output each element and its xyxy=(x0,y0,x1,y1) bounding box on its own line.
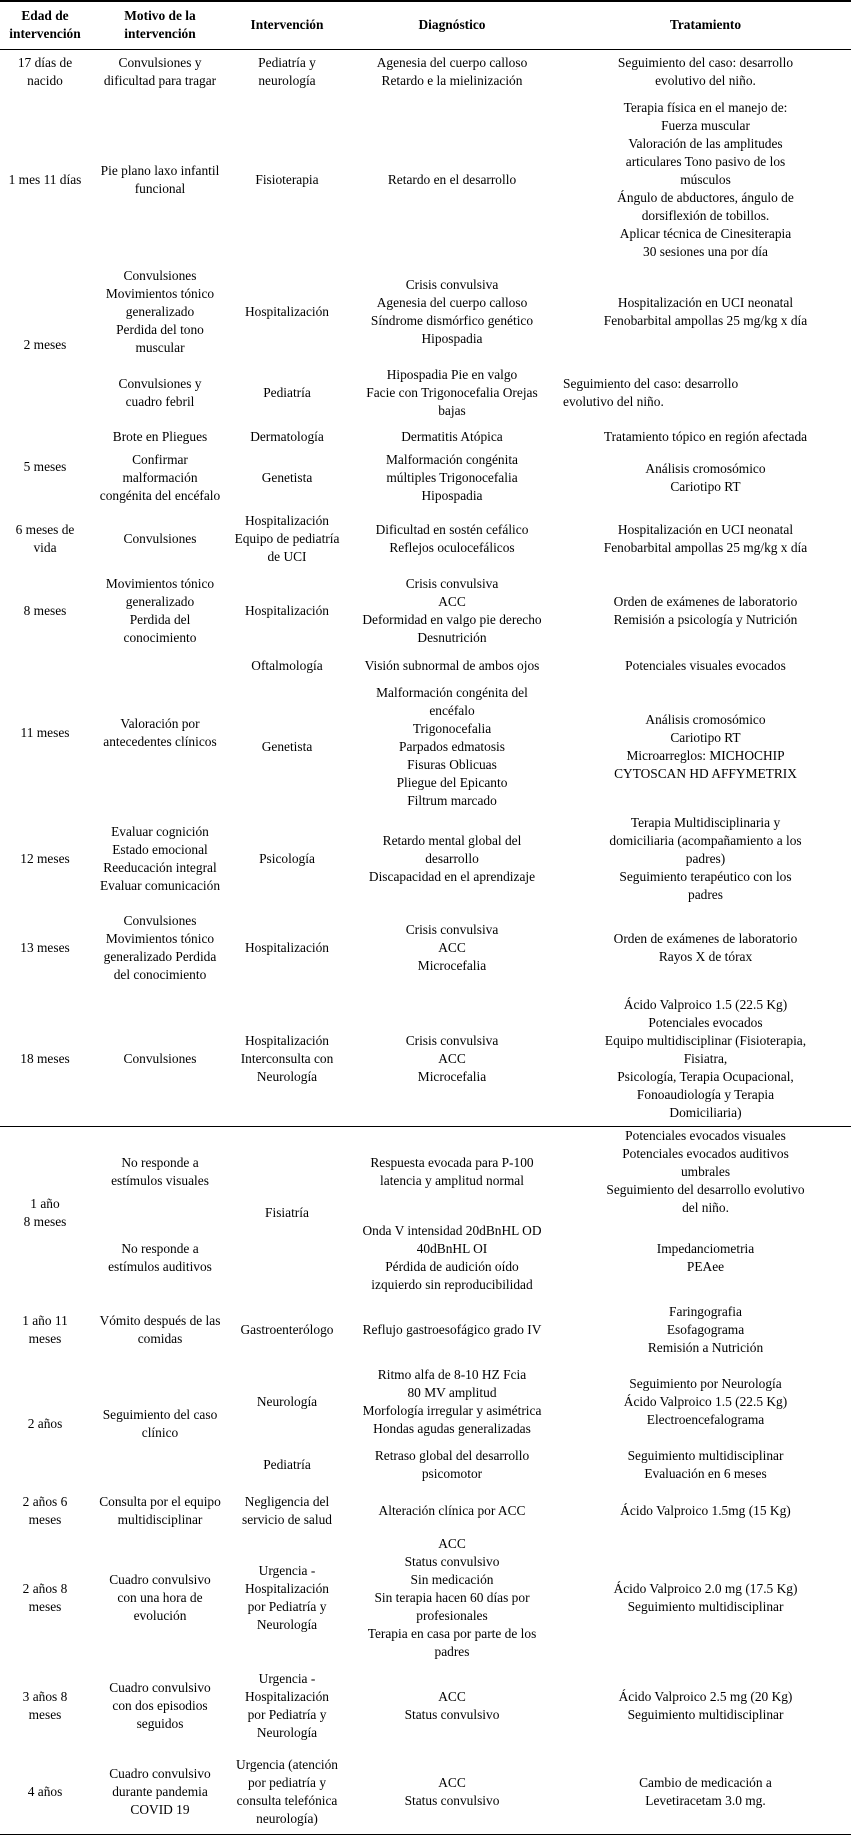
cell-reason: Pie plano laxo infantil funcional xyxy=(100,162,220,196)
cell-treatment: Potenciales evocados visuales Potenciales evocados auditivos umbrales Seguimiento del desarrollo evolutivo del niño. xyxy=(560,1126,851,1217)
header-row xyxy=(0,1,851,49)
cell-diagnosis: Reflujo gastroesofágico grado IV xyxy=(362,1321,542,1337)
cell-reason: Valoración por antecedentes clínicos xyxy=(103,716,217,749)
cell-age: 11 meses xyxy=(20,725,70,740)
header-diagnosis: Diagnóstico xyxy=(344,1,560,49)
cell-age: 6 meses de vida xyxy=(15,522,75,555)
cell-intervention: Pediatría xyxy=(263,1456,311,1472)
cell-reason: Convulsiones y dificultad para tragar xyxy=(103,55,217,89)
cell-diagnosis: ACC Status convulsivo xyxy=(404,1688,500,1722)
cell-intervention: Genetista xyxy=(261,739,313,754)
table-row xyxy=(0,1217,851,1299)
cell-intervention: Hospitalización xyxy=(244,304,330,319)
header-treatment: Tratamiento xyxy=(560,1,851,49)
cell-intervention: Pediatría xyxy=(263,385,311,400)
table-row xyxy=(0,570,851,652)
cell-diagnosis: Hipospadia Pie en valgo Facie con Trigonocefalia Orejas bajas xyxy=(366,367,538,418)
cell-diagnosis: Dificultad en sostén cefálico Reflejos oculocefálicos xyxy=(375,522,529,555)
cell-reason: Confirmar malformación congénita del encéfalo xyxy=(99,452,221,503)
cell-intervention: Fisiatría xyxy=(230,1126,344,1299)
cell-diagnosis: Dermatitis Atópica xyxy=(401,429,503,444)
cell-intervention: Dermatología xyxy=(250,429,324,444)
cell-reason: Convulsiones Movimientos tónico generalizado Perdida del tono muscular xyxy=(105,268,215,355)
cell-treatment: Hospitalización en UCI neonatal Fenobarbital ampollas 25 mg/kg x día xyxy=(603,295,808,328)
cell-reason: Cuadro convulsivo con dos episodios seguidos xyxy=(109,1679,211,1731)
cell-intervention: Urgencia - Hospitalización por Pediatría y Neurología xyxy=(244,1670,330,1740)
cell-reason: Cuadro convulsivo con una hora de evolución xyxy=(109,1571,211,1623)
cell-treatment: Terapia física en el manejo de: Fuerza muscular Valoración de las amplitudes articulares Tono pasivo de los músculos Ángulo de abductores, ángulo de dorsiflexión de tobillos. Aplicar técnica de Cinesiterapia 30 sesiones una por día xyxy=(617,99,794,259)
cell-treatment: Ácido Valproico 1.5 (22.5 Kg) Potenciales evocados Equipo multidisciplinar (Fisioterapia, Fisiatra, Psicología, Terapia Ocupacional, Fonoaudiología y Terapia Domiciliaria) xyxy=(604,996,807,1120)
table-row xyxy=(0,904,851,992)
cell-treatment: Seguimiento del caso: desarrollo evolutivo del niño. xyxy=(617,55,794,89)
cell-treatment: Impedanciometria PEAee xyxy=(656,1240,755,1274)
cell-reason: Seguimiento del caso clínico xyxy=(102,1406,218,1440)
cell-age: 5 meses xyxy=(23,459,67,474)
cell-diagnosis: Agenesia del cuerpo calloso Retardo e la mielinización xyxy=(376,55,528,89)
cell-age: 8 meses xyxy=(23,603,67,618)
cell-age: 12 meses xyxy=(20,851,70,866)
table-row xyxy=(0,1361,851,1443)
cell-diagnosis: Visión subnormal de ambos ojos xyxy=(364,658,540,673)
cell-intervention: Psicología xyxy=(259,851,315,866)
table-row xyxy=(0,1751,851,1835)
cell-treatment: Ácido Valproico 1.5mg (15 Kg) xyxy=(620,1502,791,1518)
cell-treatment: Análisis cromosómico Cariotipo RT xyxy=(645,461,766,494)
cell-diagnosis: Crisis convulsiva ACC Microcefalia xyxy=(405,1032,499,1084)
table-row xyxy=(0,1126,851,1217)
cell-diagnosis: Retraso global del desarrollo psicomotor xyxy=(374,1447,530,1481)
table-row xyxy=(0,95,851,264)
cell-age: 2 meses xyxy=(23,337,67,352)
cell-diagnosis: Crisis convulsiva ACC Deformidad en valgo pie derecho Desnutrición xyxy=(362,576,542,645)
cell-reason: Convulsiones xyxy=(123,531,197,546)
cell-reason: Vómito después de las comidas xyxy=(99,1312,221,1346)
table-row xyxy=(0,360,851,426)
table-row xyxy=(0,49,851,95)
cell-treatment: Seguimiento multidisciplinar Evaluación en 6 meses xyxy=(627,1447,784,1481)
cell-treatment: Cambio de medicación a Levetiracetam 3.0 mg. xyxy=(560,1751,851,1835)
cell-diagnosis: Alteración clínica por ACC xyxy=(378,1502,526,1518)
table-row xyxy=(0,426,851,448)
cell-age: 18 meses xyxy=(20,1050,70,1066)
cell-age: 2 años 8 meses xyxy=(22,1580,68,1614)
table-row xyxy=(0,814,851,904)
header-reason: Motivo de la intervención xyxy=(90,1,230,49)
cell-intervention: Hospitalización Equipo de pediatría de UCI xyxy=(234,513,340,564)
cell-diagnosis: Retardo mental global del desarrollo Discapacidad en el aprendizaje xyxy=(368,833,536,884)
cell-intervention: Urgencia - Hospitalización por Pediatría y Neurología xyxy=(244,1562,330,1632)
cell-age: 17 días de nacido xyxy=(17,55,73,89)
cell-diagnosis: Retardo en el desarrollo xyxy=(387,171,517,187)
cell-treatment: Terapia Multidisciplinaria y domiciliaria (acompañamiento a los padres) Seguimiento terapéutico con los padres xyxy=(609,815,802,902)
cell-age: 2 años 6 meses xyxy=(22,1493,68,1527)
cell-treatment: Seguimiento por Neurología Ácido Valproico 1.5 (22.5 Kg) Electroencefalograma xyxy=(623,1375,788,1427)
table-row xyxy=(0,508,851,570)
table-row xyxy=(0,992,851,1126)
cell-treatment: Tratamiento tópico en región afectada xyxy=(603,429,808,444)
cell-age: 1 año 8 meses xyxy=(0,1126,90,1299)
cell-diagnosis: ACC Status convulsivo xyxy=(344,1751,560,1835)
table-row xyxy=(0,448,851,508)
cell-age: 1 mes 11 días xyxy=(8,171,82,187)
table-row xyxy=(0,652,851,680)
cell-intervention: Hospitalización xyxy=(244,940,330,955)
cell-treatment: Análisis cromosómico Cariotipo RT Microarreglos: MICHOCHIP CYTOSCAN HD AFFYMETRIX xyxy=(614,712,797,781)
cell-reason: Convulsiones Movimientos tónico generalizado Perdida del conocimiento xyxy=(103,913,217,982)
cell-diagnosis: Onda V intensidad 20dBnHL OD 40dBnHL OI Pérdida de audición oído izquierdo sin reproducibilidad xyxy=(362,1222,542,1292)
header-intervention: Intervención xyxy=(230,1,344,49)
table-row xyxy=(0,1487,851,1535)
cell-reason: Consulta por el equipo multidisciplinar xyxy=(99,1493,221,1527)
cell-intervention: Hospitalización Interconsulta con Neurología xyxy=(240,1032,334,1084)
cell-reason: No responde a estímulos auditivos xyxy=(108,1240,212,1274)
cell-diagnosis: Crisis convulsiva ACC Microcefalia xyxy=(405,922,499,973)
cell-reason: Evaluar cognición Estado emocional Reeducación integral Evaluar comunicación xyxy=(99,824,221,893)
cell-treatment: Ácido Valproico 2.0 mg (17.5 Kg) Seguimiento multidisciplinar xyxy=(613,1580,798,1614)
cell-age: 3 años 8 meses xyxy=(22,1688,68,1722)
cell-treatment: Orden de exámenes de laboratorio Rayos X de tórax xyxy=(613,931,798,964)
cell-reason: Cuadro convulsivo durante pandemia COVID 19 xyxy=(90,1751,230,1835)
cell-treatment: Hospitalización en UCI neonatal Fenobarbital ampollas 25 mg/kg x día xyxy=(603,522,808,555)
cell-reason: Movimientos tónico generalizado Perdida del conocimiento xyxy=(105,576,215,645)
cell-diagnosis: Malformación congénita del encéfalo Trigonocefalia Parpados edmatosis Fisuras Oblicuas Pliegue del Epicanto Filtrum marcado xyxy=(376,685,528,808)
cell-age: 1 año 11 meses xyxy=(22,1312,68,1346)
cell-age: 13 meses xyxy=(20,940,70,955)
table-row xyxy=(0,1661,851,1751)
table-row xyxy=(0,1299,851,1361)
cell-age: 4 años xyxy=(0,1751,90,1835)
table-row xyxy=(0,1535,851,1661)
cell-intervention: Hospitalización xyxy=(244,603,330,618)
cell-intervention: Negligencia del servicio de salud xyxy=(242,1493,332,1527)
cell-age: 2 años xyxy=(27,1415,63,1431)
cell-treatment: Seguimiento del caso: desarrollo evolutivo del niño. xyxy=(563,376,739,409)
cell-intervention: Pediatría y neurología xyxy=(258,55,316,89)
cell-intervention: Neurología xyxy=(256,1393,318,1409)
cell-diagnosis: Respuesta evocada para P-100 latencia y amplitud normal xyxy=(344,1126,560,1217)
cell-treatment: Orden de exámenes de laboratorio Remisión a psicología y Nutrición xyxy=(613,594,798,627)
cell-diagnosis: ACC Status convulsivo Sin medicación Sin terapia hacen 60 días por profesionales Terapia en casa por parte de los padres xyxy=(367,1535,537,1659)
cell-treatment: Potenciales visuales evocados xyxy=(625,658,786,673)
header-age: Edad de intervención xyxy=(0,1,90,49)
cell-intervention: Fisioterapia xyxy=(255,171,319,187)
cell-reason: No responde a estímulos visuales xyxy=(90,1126,230,1217)
cell-intervention: Genetista xyxy=(261,470,313,485)
cell-reason: Convulsiones xyxy=(123,1050,197,1066)
cell-treatment: Faringografia Esofagograma Remisión a Nutrición xyxy=(647,1303,764,1355)
table-row xyxy=(0,264,851,360)
cell-intervention: Urgencia (atención por pediatría y consulta telefónica neurología) xyxy=(230,1751,344,1835)
cell-diagnosis: Ritmo alfa de 8-10 HZ Fcia 80 MV amplitud Morfología irregular y asimétrica Hondas agudas generalizadas xyxy=(362,1366,542,1436)
cell-intervention: Oftalmología xyxy=(251,658,323,673)
cell-diagnosis: Crisis convulsiva Agenesia del cuerpo calloso Síndrome dismórfico genético Hipospadia xyxy=(370,277,534,346)
cell-intervention: Gastroenterólogo xyxy=(240,1321,334,1337)
cell-reason: Brote en Pliegues xyxy=(112,429,208,444)
cell-treatment: Ácido Valproico 2.5 mg (20 Kg) Seguimiento multidisciplinar xyxy=(618,1688,793,1722)
cell-diagnosis: Malformación congénita múltiples Trigonocefalia Hipospadia xyxy=(386,452,518,503)
cell-reason: Convulsiones y cuadro febril xyxy=(118,376,202,409)
